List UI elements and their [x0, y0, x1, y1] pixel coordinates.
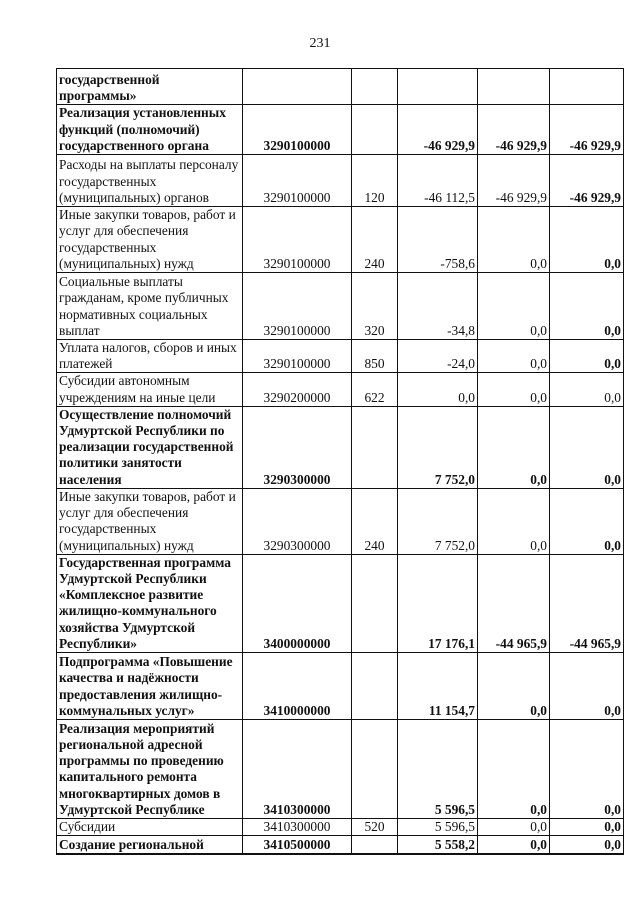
- amount-col-1: -46 112,5: [398, 155, 478, 207]
- table-row: [57, 488, 624, 554]
- expense-type: 520: [352, 819, 398, 836]
- target-code: 3410000000: [243, 653, 352, 720]
- table-row: [57, 554, 624, 652]
- item-name: Реализация установленных функций (полномочий) государственного органа: [57, 105, 243, 155]
- target-code: 3290100000: [243, 273, 352, 340]
- amount-col-2: 0,0: [478, 340, 550, 373]
- target-code: 3290100000: [243, 155, 352, 207]
- amount-col-3: 0,0: [550, 273, 624, 340]
- expense-type: [352, 836, 398, 854]
- amount-col-3: 0,0: [550, 406, 624, 488]
- item-name: Государственная программа Удмуртской Республики «Комплексное развитие жилищно-коммунального хозяйства Удмуртской Республики»: [57, 554, 243, 652]
- amount-col-1: -34,8: [398, 273, 478, 340]
- target-code: 3290300000: [243, 406, 352, 488]
- amount-col-3: -44 965,9: [550, 554, 624, 652]
- target-code: 3290100000: [243, 340, 352, 373]
- amount-col-3: 0,0: [550, 720, 624, 819]
- amount-col-2: -44 965,9: [478, 554, 550, 652]
- expense-type: 850: [352, 340, 398, 373]
- target-code: 3410300000: [243, 720, 352, 819]
- expense-type: 240: [352, 207, 398, 273]
- amount-col-3: 0,0: [550, 488, 624, 554]
- target-code: [243, 69, 352, 105]
- table-row: [57, 720, 624, 819]
- expense-type: 240: [352, 488, 398, 554]
- amount-col-2: 0,0: [478, 819, 550, 836]
- item-name: Социальные выплаты гражданам, кроме публичных нормативных социальных выплат: [57, 273, 243, 340]
- table-row: [57, 105, 624, 155]
- target-code: 3400000000: [243, 554, 352, 652]
- expense-type: 320: [352, 273, 398, 340]
- item-name: Субсидии: [57, 819, 243, 836]
- item-name: Создание региональной: [57, 836, 243, 854]
- amount-col-1: 11 154,7: [398, 653, 478, 720]
- amount-col-1: 5 596,5: [398, 720, 478, 819]
- expense-type: [352, 105, 398, 155]
- target-code: 3410500000: [243, 836, 352, 854]
- expense-type: 120: [352, 155, 398, 207]
- amount-col-1: -758,6: [398, 207, 478, 273]
- amount-col-1: 5 596,5: [398, 819, 478, 836]
- table-row: [57, 207, 624, 273]
- table-row: [57, 340, 624, 373]
- item-name: Реализация мероприятий региональной адресной программы по проведению капитального ремонта многоквартирных домов в Удмуртской Республике: [57, 720, 243, 819]
- amount-col-3: 0,0: [550, 340, 624, 373]
- target-code: 3290300000: [243, 488, 352, 554]
- expense-type: 622: [352, 373, 398, 406]
- item-name: Иные закупки товаров, работ и услуг для обеспечения государственных (муниципальных) нужд: [57, 207, 243, 273]
- item-name: Уплата налогов, сборов и иных платежей: [57, 340, 243, 373]
- amount-col-2: 0,0: [478, 653, 550, 720]
- table-row: [57, 69, 624, 105]
- table-row: [57, 653, 624, 720]
- expense-type: [352, 720, 398, 819]
- page-number: 231: [309, 36, 331, 51]
- target-code: 3290200000: [243, 373, 352, 406]
- amount-col-1: 5 558,2: [398, 836, 478, 854]
- amount-col-2: 0,0: [478, 836, 550, 854]
- amount-col-3: 0,0: [550, 653, 624, 720]
- table-row: [57, 273, 624, 340]
- expense-type: [352, 69, 398, 105]
- amount-col-1: -46 929,9: [398, 105, 478, 155]
- item-name: государственной программы»: [57, 69, 243, 105]
- amount-col-1: 0,0: [398, 373, 478, 406]
- amount-col-2: 0,0: [478, 720, 550, 819]
- amount-col-1: 7 752,0: [398, 406, 478, 488]
- expense-type: [352, 554, 398, 652]
- amount-col-2: -46 929,9: [478, 155, 550, 207]
- amount-col-2: 0,0: [478, 488, 550, 554]
- expense-type: [352, 406, 398, 488]
- amount-col-2: 0,0: [478, 406, 550, 488]
- amount-col-1: 17 176,1: [398, 554, 478, 652]
- target-code: 3290100000: [243, 105, 352, 155]
- item-name: Субсидии автономным учреждениям на иные цели: [57, 373, 243, 406]
- amount-col-3: 0,0: [550, 836, 624, 854]
- amount-col-3: 0,0: [550, 373, 624, 406]
- item-name: Осуществление полномочий Удмуртской Республики по реализации государственной политики занятости населения: [57, 406, 243, 488]
- amount-col-3: 0,0: [550, 819, 624, 836]
- amount-col-3: 0,0: [550, 207, 624, 273]
- amount-col-2: [478, 69, 550, 105]
- table-row: [57, 819, 624, 836]
- target-code: 3410300000: [243, 819, 352, 836]
- amount-col-1: 7 752,0: [398, 488, 478, 554]
- item-name: Подпрограмма «Повышение качества и надёжности предоставления жилищно-коммунальных услуг»: [57, 653, 243, 720]
- item-name: Иные закупки товаров, работ и услуг для обеспечения государственных (муниципальных) нужд: [57, 488, 243, 554]
- table-row: [57, 373, 624, 406]
- amount-col-3: -46 929,9: [550, 105, 624, 155]
- amount-col-3: -46 929,9: [550, 155, 624, 207]
- table-row: [57, 836, 624, 854]
- amount-col-2: 0,0: [478, 273, 550, 340]
- expense-type: [352, 653, 398, 720]
- amount-col-1: -24,0: [398, 340, 478, 373]
- amount-col-2: -46 929,9: [478, 105, 550, 155]
- target-code: 3290100000: [243, 207, 352, 273]
- amount-col-2: 0,0: [478, 373, 550, 406]
- amount-col-3: [550, 69, 624, 105]
- item-name: Расходы на выплаты персоналу государственных (муниципальных) органов: [57, 155, 243, 207]
- amount-col-2: 0,0: [478, 207, 550, 273]
- table-row: [57, 406, 624, 488]
- table-row: [57, 155, 624, 207]
- amount-col-1: [398, 69, 478, 105]
- budget-table: [56, 68, 624, 855]
